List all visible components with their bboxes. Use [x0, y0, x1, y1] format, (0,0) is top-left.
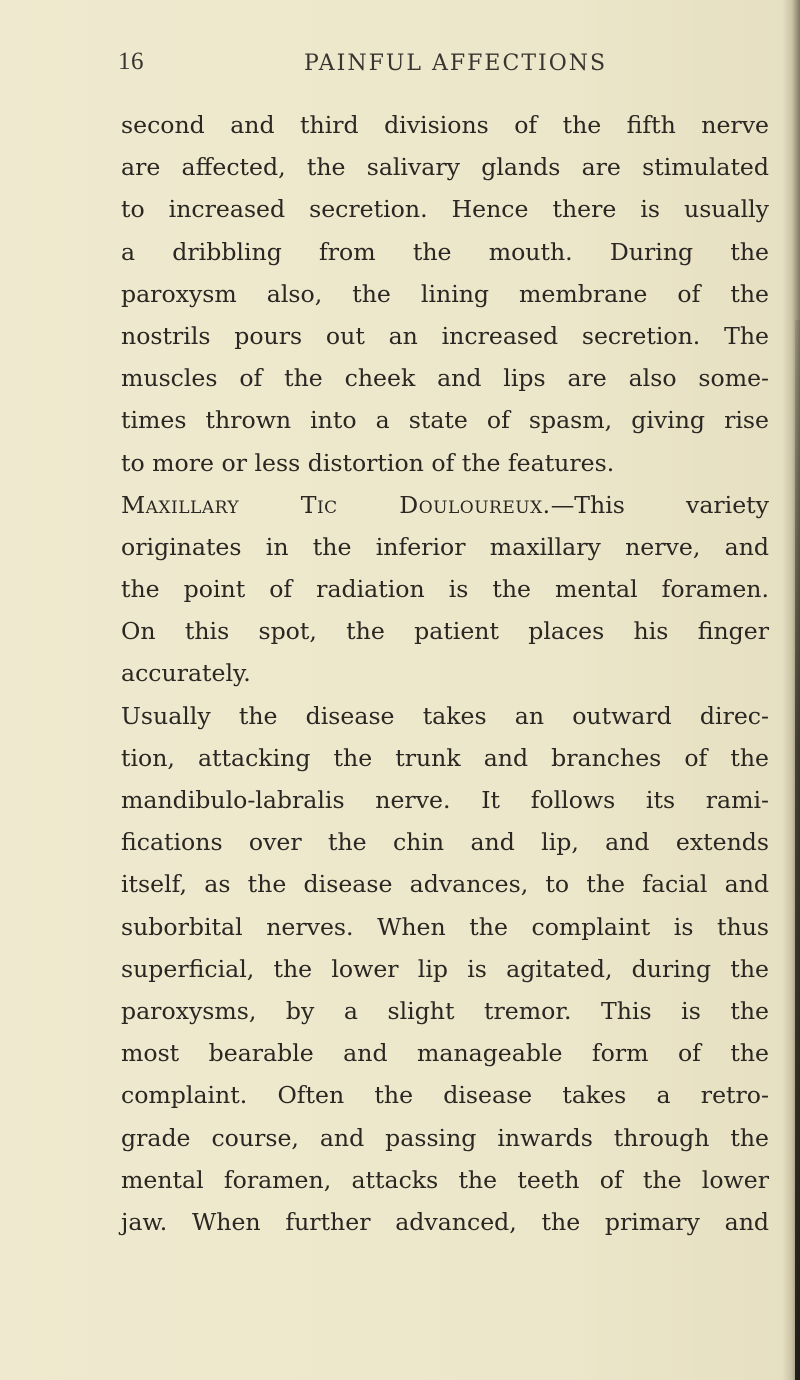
text-line: mandibulo-labralis nerve. It follows its rami-	[121, 786, 769, 814]
text-line: nostrils pours out an increased secretion. The	[121, 321, 769, 350]
text-line: times thrown into a state of spasm, giving rise	[121, 406, 769, 435]
text-line: a dribbling from the mouth. During the	[121, 237, 769, 266]
text-line: mental foramen, attacks the teeth of the lower	[121, 1165, 769, 1194]
text-line: accurately.	[121, 659, 251, 688]
page-number: 16	[118, 48, 144, 75]
text-line: On this spot, the patient places his finger	[121, 617, 769, 646]
text-line: suborbital nerves. When the complaint is thus	[121, 912, 769, 941]
text-line: superficial, the lower lip is agitated, during the	[121, 954, 769, 983]
text-line: are affected, the salivary glands are stimulated	[121, 153, 769, 182]
page-binding-edge	[795, 320, 800, 1380]
text-line: the point of radiation is the mental foramen.	[121, 575, 769, 604]
body-text	[121, 104, 769, 1243]
page-header	[0, 48, 800, 88]
text-line: fications over the chin and lip, and extends	[121, 828, 769, 857]
text-line: Usually the disease takes an outward direc-	[121, 701, 769, 730]
text-line: jaw. When further advanced, the primary and	[121, 1207, 769, 1236]
text-line: itself, as the disease advances, to the facial and	[121, 870, 769, 899]
section-heading: Maxillary Tic Douloureux.	[121, 490, 551, 519]
text-line: most bearable and manageable form of the	[121, 1039, 769, 1068]
text-line: complaint. Often the disease takes a retro-	[121, 1081, 769, 1110]
text-line: grade course, and passing inwards through the	[121, 1123, 769, 1152]
text-line: to increased secretion. Hence there is usually	[121, 195, 769, 224]
text-line: to more or less distortion of the features.	[121, 448, 615, 477]
text-line: muscles of the cheek and lips are also some-	[121, 364, 769, 393]
text-line: second and third divisions of the fifth nerve	[121, 111, 769, 139]
running-head: PAINFUL AFFECTIONS	[304, 51, 608, 76]
text-line: originates in the inferior maxillary nerve, and	[121, 532, 769, 561]
text-line: paroxysm also, the lining membrane of the	[121, 279, 769, 308]
text-line: paroxysms, by a slight tremor. This is the	[121, 996, 769, 1025]
section-heading-continuation: —This variety	[550, 490, 769, 519]
section-heading-line	[121, 484, 769, 526]
text-line: tion, attacking the trunk and branches of the	[121, 743, 769, 772]
